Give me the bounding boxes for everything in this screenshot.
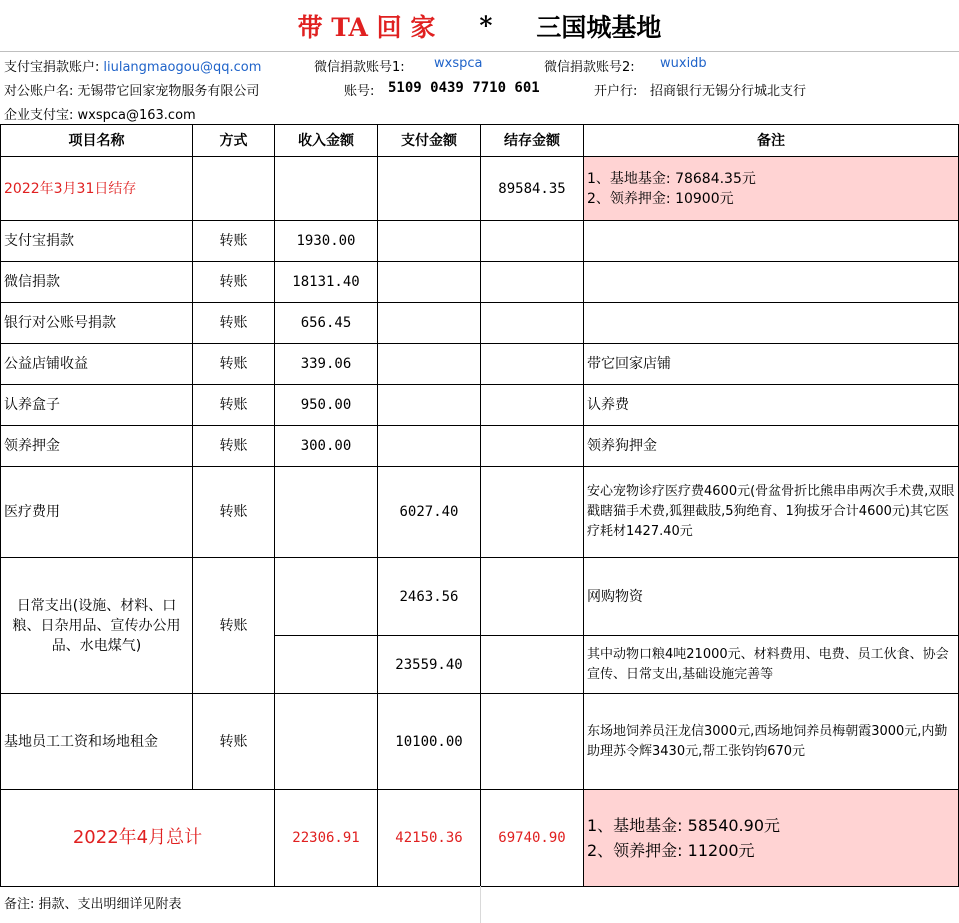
account-number-label: 账号: bbox=[344, 84, 375, 99]
corp-name-value: 无锡带它回家宠物服务有限公司 bbox=[77, 84, 260, 99]
table-row-medical bbox=[1, 467, 959, 558]
medical-remark: 安心宠物诊疗医疗费4600元(骨盆骨折比熊串串两次手术费,双眼戳瞎猫手术费,狐狸截肢,5狗绝育、1狗拔牙合计4600元)其它医疗耗材1427.40元 bbox=[584, 467, 959, 558]
total-remark bbox=[584, 790, 959, 887]
deposit-name: 领养押金 bbox=[1, 426, 193, 467]
wechat-name: 微信捐款 bbox=[1, 262, 193, 303]
box-remark: 认养费 bbox=[584, 385, 959, 426]
carry-name: 2022年3月31日结存 bbox=[1, 157, 193, 221]
finance-table bbox=[0, 124, 959, 887]
medical-expense: 6027.40 bbox=[378, 467, 481, 558]
carry-remark bbox=[584, 157, 959, 221]
account-number-value: 5109 0439 7710 601 bbox=[388, 80, 540, 96]
shop-remark: 带它回家店铺 bbox=[584, 344, 959, 385]
wechat2-account: wuxidb bbox=[660, 56, 707, 71]
account-info-row-1 bbox=[4, 56, 707, 75]
carry-remark-line2: 2、领养押金: 10900元 bbox=[587, 190, 734, 207]
wechat-method: 转账 bbox=[193, 262, 275, 303]
salary-method: 转账 bbox=[193, 694, 275, 790]
header-row bbox=[1, 125, 959, 157]
alipay-label: 支付宝捐款账户: bbox=[4, 60, 100, 75]
bank-income: 656.45 bbox=[275, 303, 378, 344]
header-item-name: 项目名称 bbox=[1, 125, 193, 157]
table-row-shop bbox=[1, 344, 959, 385]
salary-remark: 东场地饲养员汪龙信3000元,西场地饲养员梅朝霞3000元,内勤助理苏令辉3430元,帮工张钧钧670元 bbox=[584, 694, 959, 790]
shop-method: 转账 bbox=[193, 344, 275, 385]
medical-method: 转账 bbox=[193, 467, 275, 558]
medical-name: 医疗费用 bbox=[1, 467, 193, 558]
grid-line bbox=[480, 886, 481, 923]
corp-name-label: 对公账户名: bbox=[4, 84, 74, 99]
account-info-row-2 bbox=[4, 80, 954, 99]
wechat1-label: 微信捐款账号1: bbox=[314, 60, 405, 75]
salary-expense: 10100.00 bbox=[378, 694, 481, 790]
header-method: 方式 bbox=[193, 125, 275, 157]
shop-name: 公益店铺收益 bbox=[1, 344, 193, 385]
alipay-method: 转账 bbox=[193, 221, 275, 262]
table-row-box bbox=[1, 385, 959, 426]
daily-method: 转账 bbox=[193, 558, 275, 694]
carry-balance: 89584.35 bbox=[481, 157, 584, 221]
deposit-remark: 领养狗押金 bbox=[584, 426, 959, 467]
carry-remark-line1: 1、基地基金: 78684.35元 bbox=[587, 170, 756, 187]
total-remark-line2: 2、领养押金: 11200元 bbox=[587, 841, 755, 860]
header-expense: 支付金额 bbox=[378, 125, 481, 157]
table-row-total bbox=[1, 790, 959, 887]
title-star: * bbox=[479, 11, 493, 40]
table-row-daily-1 bbox=[1, 558, 959, 636]
salary-name: 基地员工工资和场地租金 bbox=[1, 694, 193, 790]
table-row-salary bbox=[1, 694, 959, 790]
wechat1-account: wxspca bbox=[434, 56, 483, 71]
deposit-income: 300.00 bbox=[275, 426, 378, 467]
total-expense: 42150.36 bbox=[378, 790, 481, 887]
footnote: 备注: 捐款、支出明细详见附表 bbox=[4, 897, 182, 912]
bank-label: 开户行: bbox=[594, 84, 638, 99]
table-row-wechat bbox=[1, 262, 959, 303]
shop-income: 339.06 bbox=[275, 344, 378, 385]
page-title bbox=[0, 0, 959, 52]
deposit-method: 转账 bbox=[193, 426, 275, 467]
bank-value: 招商银行无锡分行城北支行 bbox=[650, 84, 807, 99]
bank-name: 银行对公账号捐款 bbox=[1, 303, 193, 344]
corp-alipay: 企业支付宝: wxspca@163.com bbox=[4, 108, 196, 123]
daily-remark-1: 网购物资 bbox=[584, 558, 959, 636]
header-remark: 备注 bbox=[584, 125, 959, 157]
header-balance: 结存金额 bbox=[481, 125, 584, 157]
header-income: 收入金额 bbox=[275, 125, 378, 157]
table-row-alipay bbox=[1, 221, 959, 262]
wechat2-label: 微信捐款账号2: bbox=[544, 60, 635, 75]
total-income: 22306.91 bbox=[275, 790, 378, 887]
alipay-income: 1930.00 bbox=[275, 221, 378, 262]
alipay-name: 支付宝捐款 bbox=[1, 221, 193, 262]
daily-expense-2: 23559.40 bbox=[378, 636, 481, 694]
total-remark-line1: 1、基地基金: 58540.90元 bbox=[587, 816, 781, 835]
daily-remark-2: 其中动物口粮4吨21000元、材料费用、电费、员工伙食、协会宣传、日常支出,基础设施完善等 bbox=[584, 636, 959, 694]
wechat-income: 18131.40 bbox=[275, 262, 378, 303]
box-method: 转账 bbox=[193, 385, 275, 426]
bank-method: 转账 bbox=[193, 303, 275, 344]
total-name: 2022年4月总计 bbox=[1, 790, 275, 887]
table-row-carry bbox=[1, 157, 959, 221]
box-name: 认养盒子 bbox=[1, 385, 193, 426]
daily-expense-1: 2463.56 bbox=[378, 558, 481, 636]
total-balance: 69740.90 bbox=[481, 790, 584, 887]
title-part2: 三国城基地 bbox=[536, 12, 662, 42]
table-row-deposit bbox=[1, 426, 959, 467]
alipay-account: liulangmaogou@qq.com bbox=[103, 60, 262, 75]
box-income: 950.00 bbox=[275, 385, 378, 426]
daily-name: 日常支出(设施、材料、口粮、日杂用品、宣传办公用品、水电煤气) bbox=[1, 558, 193, 694]
title-part1: 带 TA 回 家 bbox=[297, 12, 436, 42]
table-row-bank bbox=[1, 303, 959, 344]
